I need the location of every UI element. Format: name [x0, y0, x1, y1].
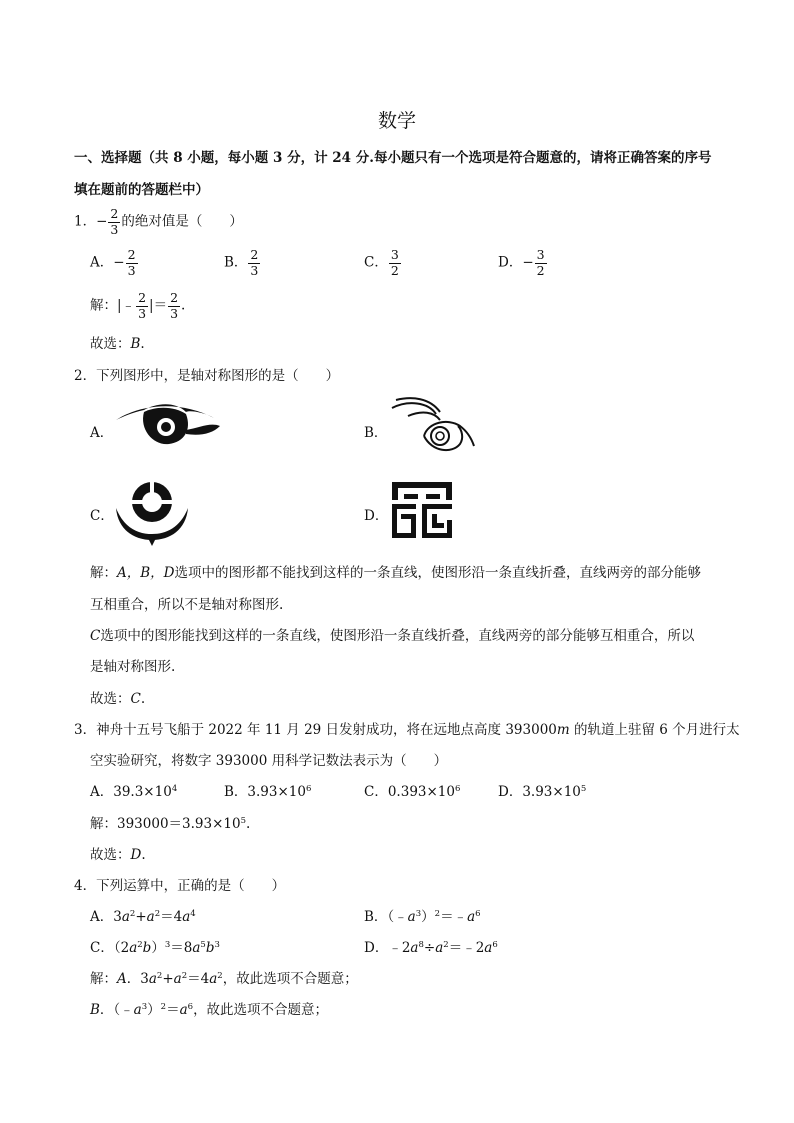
section-heading-line1: 一、选择题（共 8 小题，每小题 3 分，计 24 分.每小题只有一个选项是符合题意的，请将正确答案的序号 [74, 150, 712, 166]
frac-num: 2 [138, 290, 147, 305]
solution-text: 选项中的图形能找到这样的一条直线，使图形沿一条直线折叠，直线两旁的部分能够互相重合，所以 [100, 628, 695, 644]
q1-solution [90, 292, 185, 320]
q1-sign: − [96, 213, 108, 230]
q2-option-d-label: D． [364, 508, 389, 524]
solution-options: A，B，D [117, 565, 175, 581]
option-base: 3.93×10 [247, 784, 306, 800]
option-fraction [389, 249, 401, 277]
solution-exponent: 5 [240, 816, 247, 826]
frac-num: 2 [127, 247, 136, 262]
solution-base: 解：393000＝3.93×10 [90, 816, 241, 832]
option-expression: $﹣2a^8\div a^2=﹣2a^6$ [388, 940, 498, 956]
q1-stem [74, 208, 243, 236]
answer-end: . [140, 691, 146, 707]
option-sign: − [113, 254, 125, 271]
answer-prefix: 故选： [90, 847, 131, 863]
q4-solution-b: B．$(﹣a^3)^2=a^6$，故此选项不合题意； [90, 1002, 329, 1018]
frac-den: 2 [536, 262, 545, 278]
frac-num: 2 [170, 290, 179, 305]
unit: m [556, 722, 570, 738]
ring-bowl-icon [114, 478, 190, 548]
frac-den: 3 [250, 262, 259, 278]
q2-solution-line3 [90, 624, 694, 644]
q4-option-b [364, 905, 481, 925]
solution-end: . [181, 297, 186, 314]
q3-answer [90, 843, 146, 863]
answer-prefix: 故选： [90, 691, 131, 707]
option-label: B． [224, 254, 248, 271]
option-label: A． [90, 784, 114, 800]
q3-option-b [224, 780, 311, 800]
solution-sign: ﹣ [121, 297, 136, 314]
option-label: A． [90, 254, 114, 271]
frac-den: 3 [170, 305, 179, 321]
q1-answer [90, 332, 145, 352]
frac-den: 3 [127, 262, 136, 278]
q4-option-c [90, 936, 220, 956]
q3-stem-line1 [74, 718, 740, 738]
answer-prefix: 故选： [90, 336, 131, 352]
frac-num: 3 [390, 247, 399, 262]
option-exponent: 6 [305, 784, 312, 794]
q3-option-a [90, 780, 177, 800]
q2-stem: 2．下列图形中，是轴对称图形的是（ ） [74, 368, 340, 384]
q2-solution-line1 [90, 561, 701, 581]
option-fraction [126, 249, 138, 277]
q4-option-a [90, 905, 196, 925]
q3-solution [90, 812, 250, 832]
frac-num: 3 [536, 247, 545, 262]
option-label: B． [364, 909, 388, 925]
option-label: C． [90, 940, 114, 956]
q1-option-a [90, 249, 139, 277]
eye-sketch-icon [388, 396, 478, 460]
page-title: 数学 [377, 110, 416, 132]
option-expression: $(2a^2b)^3=8a^5b^3$ [113, 940, 220, 956]
section-heading-line2: 填在题前的答题栏中） [74, 182, 209, 198]
option-exponent: 4 [171, 784, 178, 794]
option-expression: $3a^2+a^2=4a^4$ [113, 909, 196, 925]
stem-text: 的轨道上驻留 6 个月进行太 [569, 722, 740, 738]
option-label: D． [498, 254, 523, 271]
option-label: A． [90, 909, 114, 925]
eye-logo-icon [114, 400, 224, 450]
option-label: D． [364, 940, 389, 956]
q2-option-a-label: A． [90, 425, 114, 441]
q2-solution-line4: 是轴对称图形. [90, 659, 176, 675]
option-exponent: 5 [580, 784, 587, 794]
q4-solution-a: 解：A．$3a^2+a^2=4a^2$，故此选项不合题意； [90, 971, 358, 987]
solution-text: ，故此选项不合题意； [222, 971, 358, 987]
answer-value: C [130, 691, 141, 707]
solution-mid: |＝ [149, 297, 168, 314]
answer-end: . [141, 847, 146, 863]
q1-option-b [224, 249, 261, 277]
option-expression: $(﹣a^3)^2=﹣a^6$ [387, 909, 481, 925]
option-fraction [248, 249, 260, 277]
q2-option-b-label: B． [364, 425, 388, 441]
q3-option-c [364, 780, 460, 800]
option-fraction [535, 249, 547, 277]
q1-number: 1． [74, 213, 97, 230]
answer-end: . [140, 336, 145, 352]
answer-value: D [130, 847, 142, 863]
q4-stem: 4．下列运算中，正确的是（ ） [74, 878, 286, 894]
q1-option-d [498, 249, 548, 277]
solution-end: . [246, 816, 251, 832]
frac-den: 2 [390, 262, 399, 278]
frac-num: 2 [250, 247, 259, 262]
seal-glyph-icon [390, 480, 454, 540]
q1-text: 的绝对值是（ ） [121, 213, 243, 230]
option-exponent: 6 [454, 784, 461, 794]
q4-option-d [364, 936, 498, 956]
q1-frac-den: 3 [110, 221, 119, 237]
frac-den: 3 [138, 305, 147, 321]
option-label: B． [224, 784, 248, 800]
option-label: D． [498, 784, 523, 800]
solution-fraction-2 [168, 292, 180, 320]
stem-text: 3．神舟十五号飞船于 2022 年 11 月 29 日发射成功，将在远地点高度 393000 [74, 722, 557, 738]
solution-prefix: 解： [90, 971, 117, 987]
q3-option-d [498, 780, 586, 800]
q1-fraction [108, 208, 120, 236]
option-sign: − [522, 254, 534, 271]
q2-solution-line2: 互相重合，所以不是轴对称图形. [90, 597, 284, 613]
option-base: 39.3×10 [113, 784, 172, 800]
q1-option-c [364, 249, 402, 277]
option-base: 3.93×10 [522, 784, 581, 800]
q3-stem-line2: 空实验研究，将数字 393000 用科学记数法表示为（ ） [90, 753, 448, 769]
q2-answer [90, 687, 145, 707]
solution-prefix: 解：| [90, 297, 122, 314]
q1-frac-num: 2 [110, 206, 119, 221]
solution-prefix: 解： [90, 565, 117, 581]
solution-option: C [90, 628, 101, 644]
option-label: C． [364, 254, 388, 271]
solution-text: 选项中的图形都不能找到这样的一条直线，使图形沿一条直线折叠，直线两旁的部分能够 [174, 565, 701, 581]
q2-option-c-label: C． [90, 508, 114, 524]
option-base: 0.393×10 [387, 784, 455, 800]
option-label: C． [364, 784, 388, 800]
solution-text: ，故此选项不合题意； [193, 1002, 329, 1018]
solution-fraction-1 [136, 292, 148, 320]
answer-value: B [130, 336, 141, 352]
